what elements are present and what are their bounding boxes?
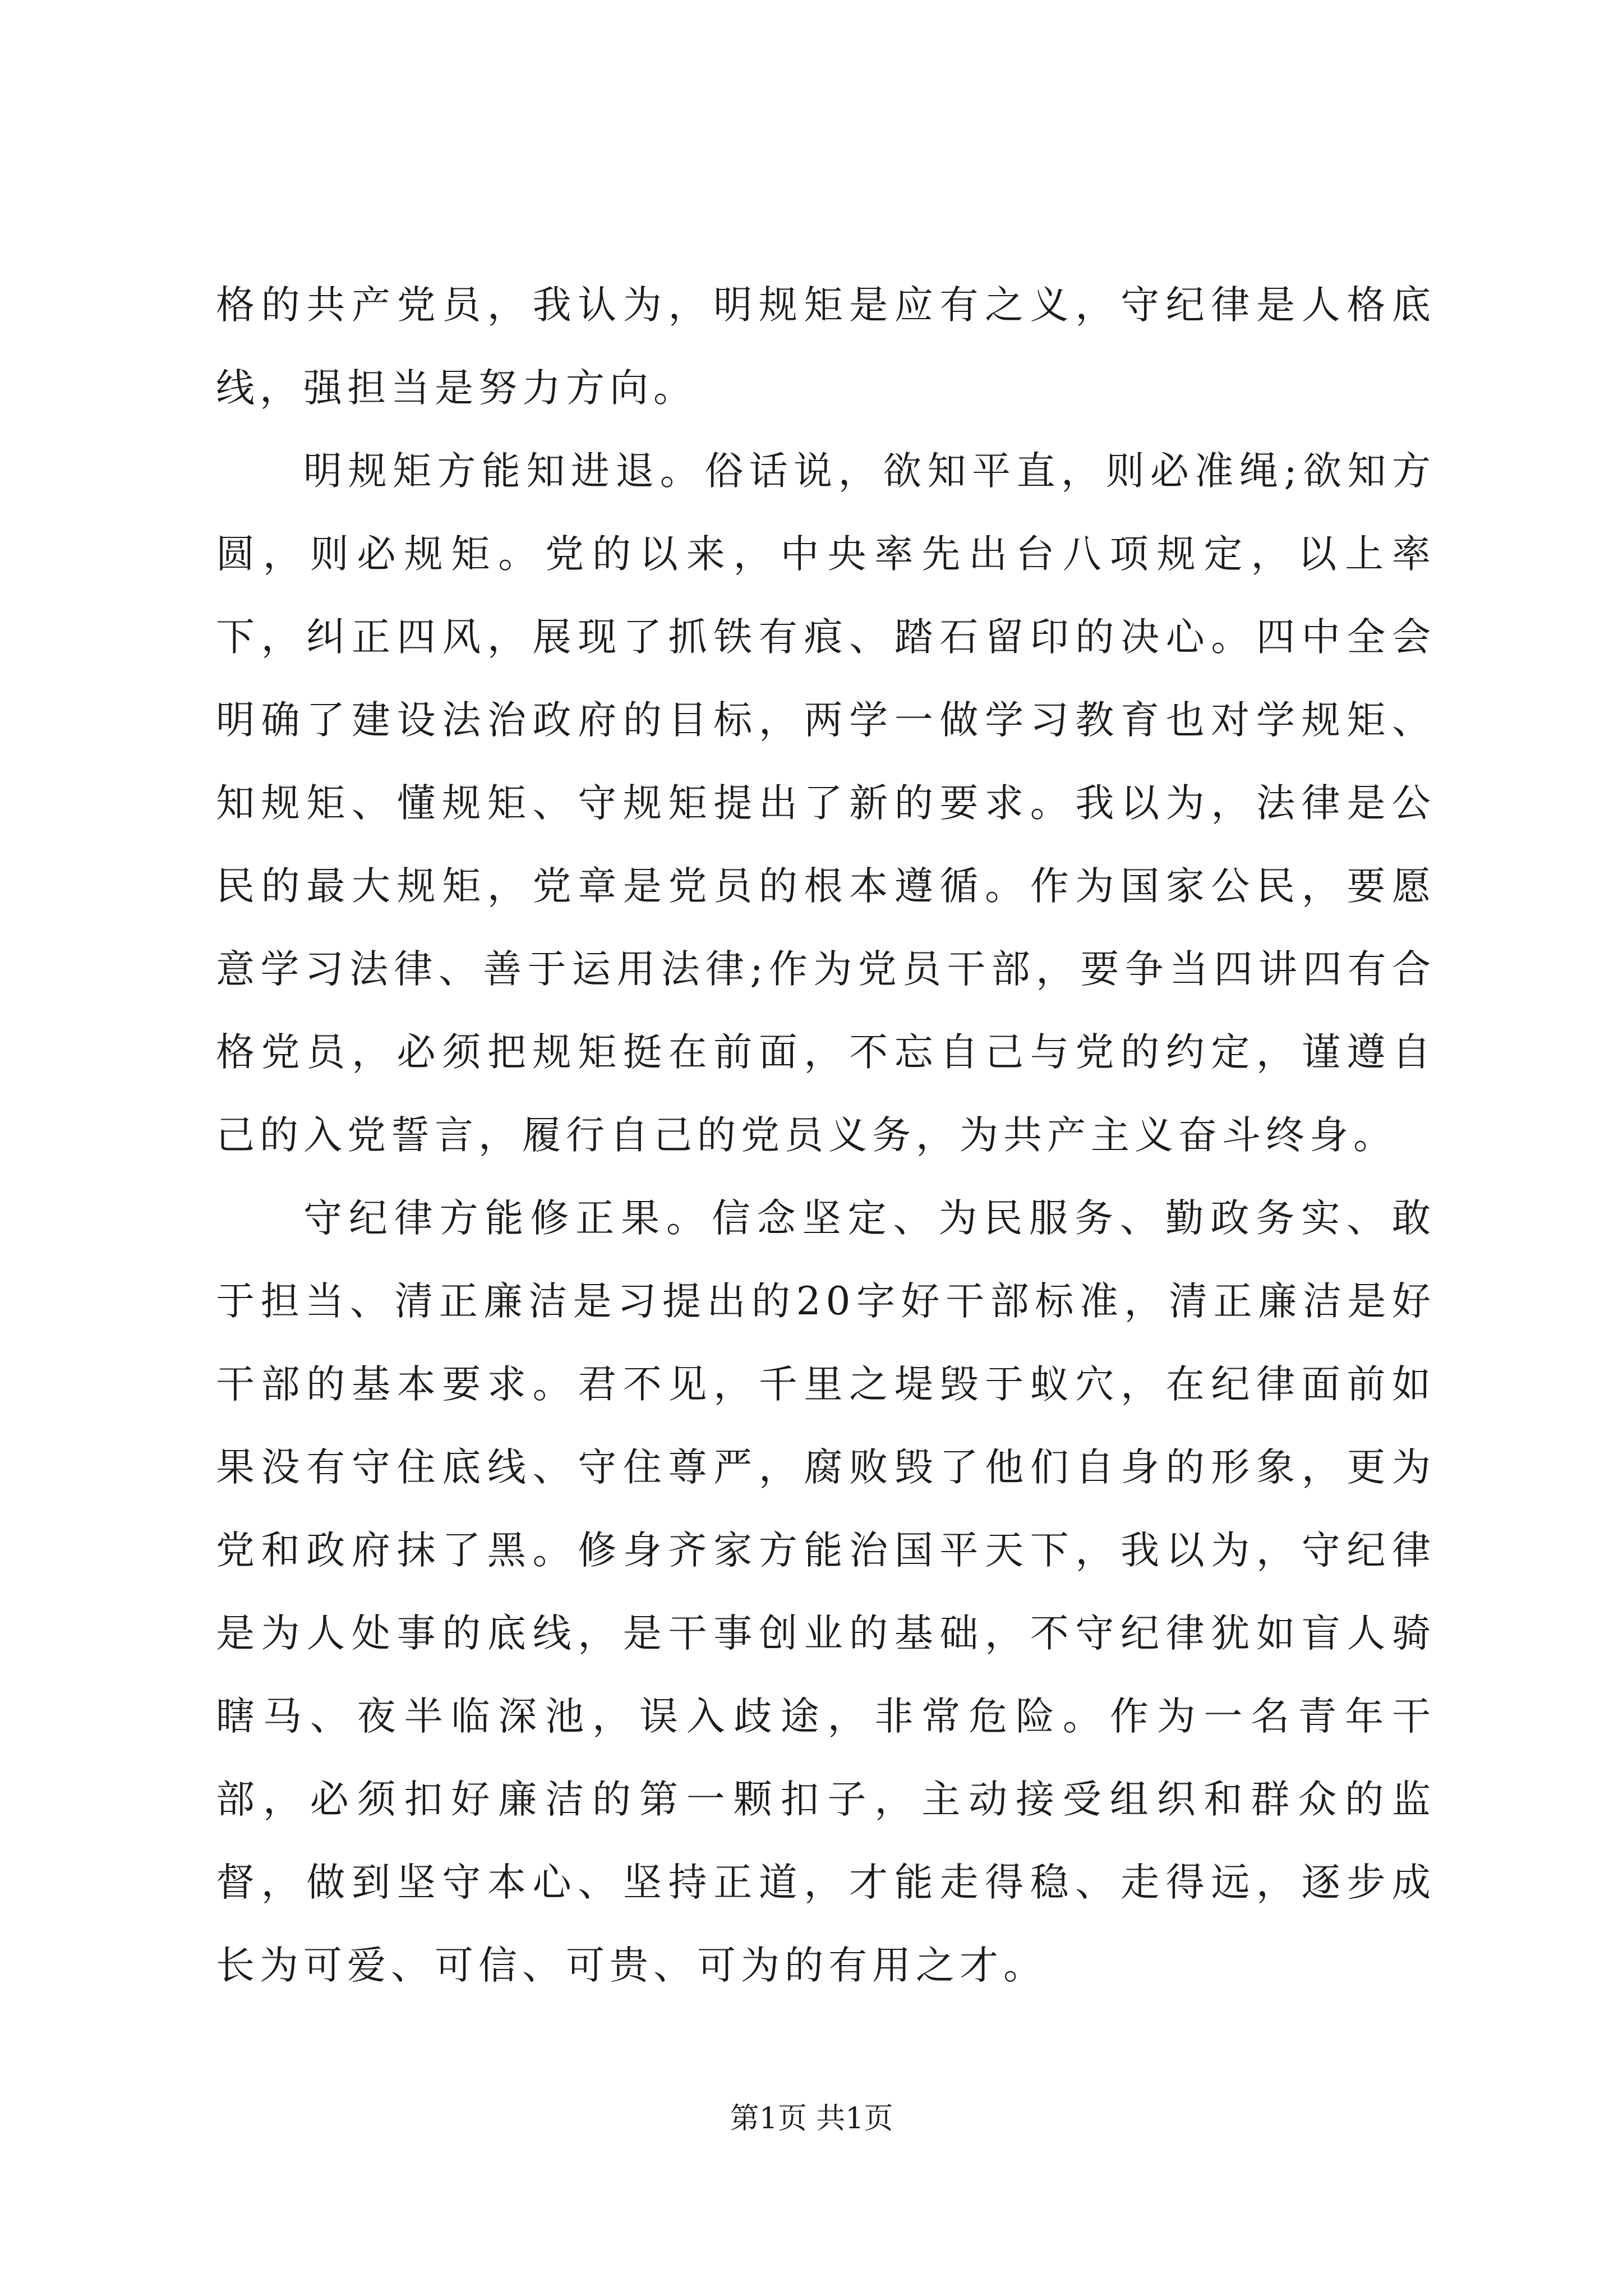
- paragraph-continuation: 格的共产党员，我认为，明规矩是应有之义，守纪律是人格底线，强担当是努力方向。: [216, 283, 1436, 411]
- paragraph-discipline: 守纪律方能修正果。信念坚定、为民服务、勤政务实、敢于担当、清正廉洁是习提出的20字好干部标准，清正廉洁是好干部的基本要求。君不见，千里之堤毁于蚁穴，在纪律面前如果没有守住底线、守住尊严，腐败毁了他们自身的形象，更为党和政府抹了黑。修身齐家方能治国平天下，我以为，守纪律是为人处事的底线，是干事创业的基础，不守纪律犹如盲人骑瞎马、夜半临深池，误入歧途，非常危险。作为一名青年干部，必须扣好廉洁的第一颗扣子，主动接受组织和群众的监督，做到坚守本心、坚持正道，才能走得稳、走得远，逐步成长为可爱、可信、可贵、可为的有用之才。: [216, 1196, 1436, 1988]
- paragraph-rules: 明规矩方能知进退。俗话说，欲知平直，则必准绳;欲知方圆，则必规矩。党的以来，中央率先出台八项规定，以上率下，纠正四风，展现了抓铁有痕、踏石留印的决心。四中全会明确了建设法治政府的目标，两学一做学习教育也对学规矩、知规矩、懂规矩、守规矩提出了新的要求。我以为，法律是公民的最大规矩，党章是党员的根本遵循。作为国家公民，要愿意学习法律、善于运用法律;作为党员干部，要争当四讲四有合格党员，必须把规矩挺在前面，不忘自己与党的约定，谨遵自己的入党誓言，履行自己的党员义务，为共产主义奋斗终身。: [216, 449, 1436, 1158]
- page-number-label: 第1页 共1页: [730, 2102, 893, 2136]
- document-body: [216, 264, 1436, 2007]
- page-footer: [0, 2101, 1623, 2137]
